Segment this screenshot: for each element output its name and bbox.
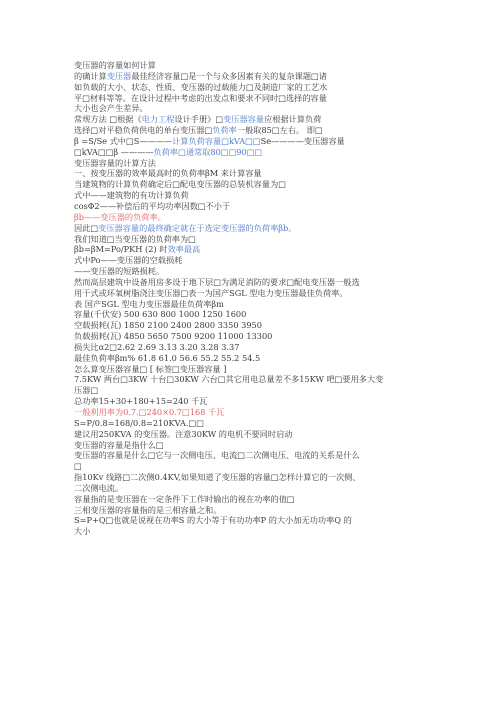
text-line bbox=[74, 168, 456, 179]
text-line bbox=[74, 82, 456, 93]
hyperlink-text[interactable]: 变压器 bbox=[106, 70, 132, 81]
text-line bbox=[74, 505, 456, 516]
text-segment: cosΦ2——补偿后的平均功率因数□不小于 bbox=[74, 200, 231, 211]
text-line bbox=[74, 526, 456, 537]
hyperlink-text[interactable]: 变压器容量 bbox=[223, 114, 265, 125]
text-segment: S=P+Q□也就是说视在功率S 的大小等于有功功率P 的大小加无功功率Q 的 bbox=[74, 515, 352, 526]
text-line bbox=[74, 223, 456, 234]
text-segment: 容量指的是变压器在一定条件下工作时输出的视在功率的值□ bbox=[74, 493, 295, 504]
text-segment: 设计手册》□ bbox=[174, 114, 224, 125]
text-line bbox=[74, 136, 456, 147]
text-line bbox=[74, 103, 456, 114]
text-segment: 变压器的容量如何计算 bbox=[74, 60, 156, 70]
text-segment: 因此□ bbox=[74, 222, 99, 233]
text-line bbox=[74, 331, 456, 342]
text-line bbox=[74, 450, 456, 461]
text-segment: 总功率15+30+180+15=240 千瓦 bbox=[74, 396, 208, 407]
text-line bbox=[74, 201, 456, 212]
text-line bbox=[74, 515, 456, 526]
text-segment: 容量(千伏安) 500 630 800 1000 1250 1600 bbox=[74, 309, 247, 320]
text-segment: 如负载的大小、状态、性质、变压器的过载能力□及制造厂家的工艺水 bbox=[74, 81, 328, 92]
document-body bbox=[74, 60, 456, 537]
highlighted-text: βb——变压器的负荷率。 bbox=[74, 211, 166, 222]
text-line bbox=[74, 255, 456, 266]
hyperlink-text[interactable]: 负荷率 bbox=[212, 125, 237, 136]
text-line bbox=[74, 309, 456, 320]
text-line bbox=[74, 472, 456, 483]
text-segment: Se————变压器容量 bbox=[260, 135, 345, 146]
text-segment: 怎么算变压器容量□ [ 标签□变压器容量 ] bbox=[74, 363, 227, 374]
text-line bbox=[74, 288, 456, 299]
text-line bbox=[74, 212, 456, 223]
text-line bbox=[74, 418, 456, 429]
highlighted-text: 一般利用率为0.7.□240×0.7□168 千瓦 bbox=[74, 407, 225, 417]
text-segment: 我们知道□当变压器的负荷率为□ bbox=[74, 233, 196, 244]
text-segment: 常规方法 □根据《 bbox=[74, 114, 142, 125]
text-line bbox=[74, 429, 456, 440]
text-segment: 选择□对平稳负荷供电的单台变压器□ bbox=[74, 125, 213, 136]
text-segment: 表 国产SGL 型电力变压器最佳负荷率βm bbox=[74, 298, 224, 309]
text-line bbox=[74, 494, 456, 505]
text-segment: 一般取85□左右。 即□ bbox=[236, 125, 323, 136]
text-line bbox=[74, 277, 456, 288]
text-segment: 损失比α2□2.62 2.69 3.13 3.20 3.28 3.37 bbox=[74, 341, 240, 352]
text-line bbox=[74, 440, 456, 451]
hyperlink-text[interactable]: 负荷率□通常取80□□90□□ bbox=[153, 146, 263, 157]
text-segment: 式中——建筑物的有功计算负荷 bbox=[74, 190, 189, 201]
text-segment: 三相变压器的容量指的是三相容量之和。 bbox=[74, 504, 222, 515]
hyperlink-text[interactable]: 电力工程 bbox=[141, 114, 175, 125]
text-segment: 的确计算 bbox=[74, 70, 107, 81]
text-line bbox=[74, 266, 456, 277]
text-line bbox=[74, 385, 456, 396]
text-line bbox=[74, 461, 456, 472]
hyperlink-text[interactable]: 效率最高 bbox=[167, 244, 201, 255]
text-segment: βb=βM=Po/PKH (2) 时 bbox=[74, 244, 168, 255]
hyperlink-text[interactable]: 计算负荷容量□kVA□□ bbox=[172, 135, 261, 146]
text-line bbox=[74, 244, 456, 255]
text-segment: 变压器容量的计算方法 bbox=[74, 157, 156, 168]
text-line bbox=[74, 179, 456, 190]
text-line bbox=[74, 364, 456, 375]
text-segment: 大小 bbox=[74, 526, 91, 537]
text-segment: □ bbox=[74, 461, 82, 472]
text-segment: □kVA□□β ———— bbox=[74, 146, 154, 157]
text-segment: 最佳经济容量□是一个与众多因素有关的复杂课题□诸 bbox=[131, 70, 327, 81]
text-line bbox=[74, 374, 456, 385]
text-line bbox=[74, 125, 456, 136]
text-line bbox=[74, 299, 456, 310]
text-line bbox=[74, 320, 456, 331]
text-line bbox=[74, 342, 456, 353]
text-segment: 用干式或环氧树脂浇注变压器□表一为国产SGL 型电力变压器最佳负荷率。 bbox=[74, 287, 348, 298]
text-segment: β =S/Se 式中□S———— bbox=[74, 135, 173, 146]
text-segment: 建议用250KVA 的变压器。注意30KW 的电机不要同时启动 bbox=[74, 428, 293, 439]
text-segment: 平□材料等等。在设计过程中考虑的出发点和要求不同时□选择的容量 bbox=[74, 92, 327, 103]
text-segment: 空载损耗(瓦) 1850 2100 2400 2800 3350 3950 bbox=[74, 320, 262, 331]
text-segment: 负载损耗(瓦) 4850 5650 7500 9200 11000 13300 bbox=[74, 331, 273, 342]
text-segment: ——变压器的短路损耗。 bbox=[74, 266, 165, 277]
text-segment: 变压器的容量是指什么□ bbox=[74, 439, 164, 450]
text-segment: 指10Kv 线路□二次侧0.4KV,如果知道了变压器的容量□怎样计算它的一次侧、 bbox=[74, 472, 361, 483]
text-line bbox=[74, 93, 456, 104]
text-line bbox=[74, 234, 456, 245]
text-line bbox=[74, 114, 456, 125]
text-line bbox=[74, 190, 456, 201]
text-line bbox=[74, 158, 456, 169]
text-segment: 7.5KW 两台□3KW 十台□30KW 六台□其它用电总量差不多15KW 吧□要用多大变 bbox=[74, 374, 384, 385]
text-line bbox=[74, 71, 456, 82]
text-segment: S=P/0.8=168/0.8=210KVA.□□ bbox=[74, 417, 204, 428]
text-segment: 应根据计算负荷 bbox=[264, 114, 322, 125]
text-line bbox=[74, 407, 456, 418]
text-segment: 当建筑物的计算负荷确定后□配电变压器的总装机容量为□ bbox=[74, 179, 286, 190]
hyperlink-text[interactable]: 变压器容量的最终确定就在于选定变压器的负荷率βb。 bbox=[98, 222, 297, 233]
text-line bbox=[74, 483, 456, 494]
text-line bbox=[74, 353, 456, 364]
text-line bbox=[74, 60, 456, 71]
text-segment: 变压器的容量是什么□它与一次侧电压、电流□二次侧电压、电流的关系是什么 bbox=[74, 450, 360, 461]
text-segment: 压器□ bbox=[74, 385, 99, 396]
text-segment: 大小也会产生差异。 bbox=[74, 103, 148, 114]
text-line bbox=[74, 147, 456, 158]
text-segment: 式中Po——变压器的空载损耗 bbox=[74, 255, 183, 266]
text-segment: 一、按变压器的效率最高时的负荷率βM 来计算容量 bbox=[74, 168, 262, 179]
text-line bbox=[74, 396, 456, 407]
text-segment: 最佳负荷率βm% 61.8 61.0 56.6 55.2 55.2 54.5 bbox=[74, 352, 261, 363]
text-segment: 然而高层建筑中设备用房多设于地下层□为满足消防的要求□配电变压器一般选 bbox=[74, 276, 360, 287]
text-segment: 二次侧电流。 bbox=[74, 482, 124, 493]
